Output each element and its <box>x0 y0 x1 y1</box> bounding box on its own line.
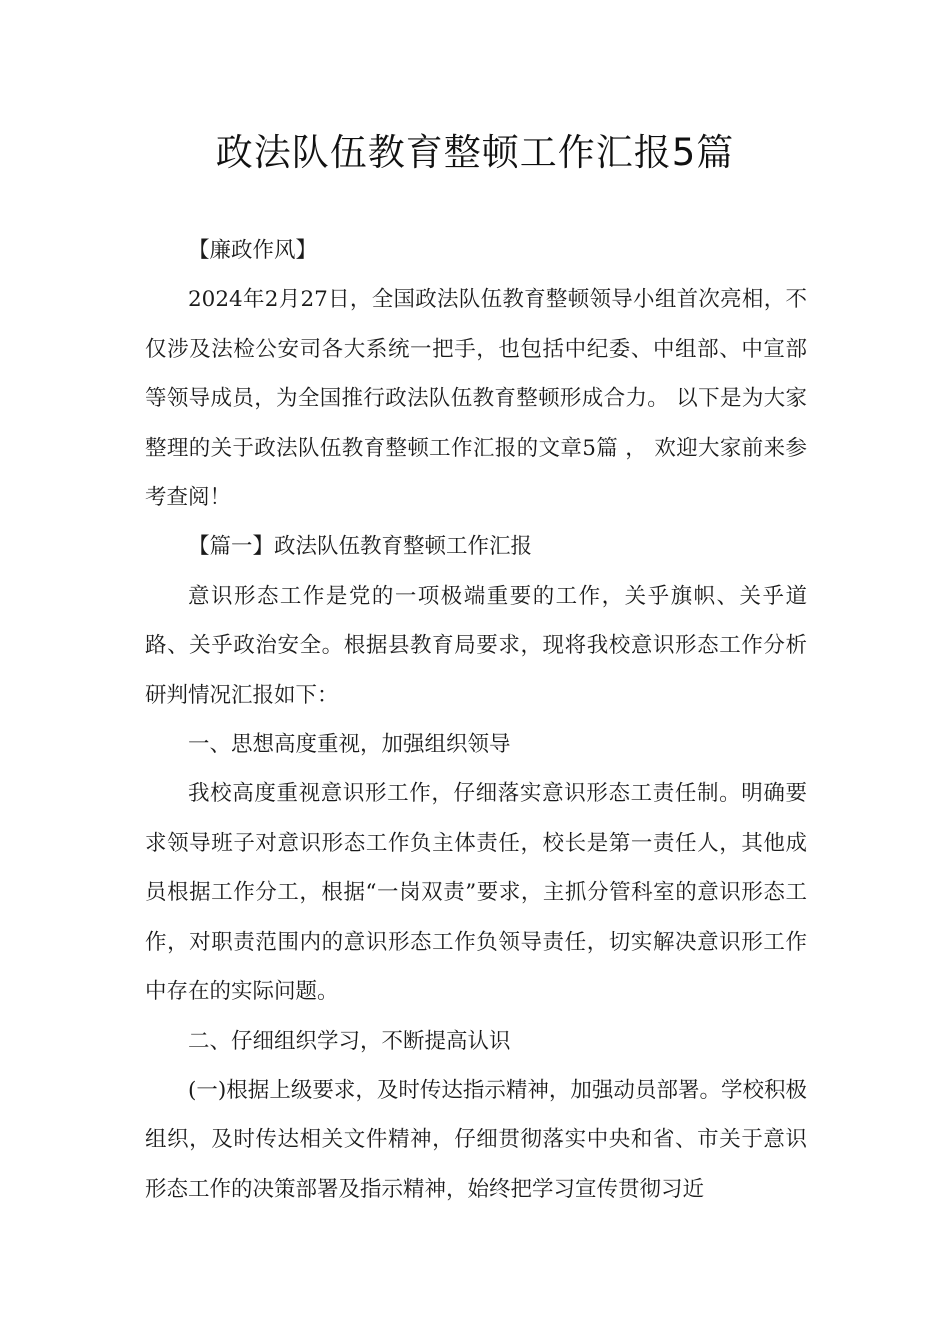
category-tag: 【廉政作风】 <box>188 238 318 263</box>
body-paragraph: 我校高度重视意识形工作，仔细落实意识形态工责任制。明确要求领导班子对意识形态工作负主体责任，校长是第一责任人，其他成员根据工作分工，根据“一岗双责”要求，主抓分管科室的意识形态工作，对职责范围内的意识形态工作负领导责任，切实解决意识形工作中存在的实际问题。 <box>145 781 807 1005</box>
section-heading: 二、仔细组织学习，不断提高认识 <box>188 1028 511 1054</box>
section-heading: 一、思想高度重视，加强组织领导 <box>188 732 511 758</box>
document-title: 政法队伍教育整顿工作汇报5篇 <box>215 131 735 174</box>
body-paragraph: 意识形态工作是党的一项极端重要的工作，关乎旗帜、关乎道路、关乎政治安全。根据县教育局要求，现将我校意识形态工作分析研判情况汇报如下： <box>145 583 807 708</box>
chapter-heading: 【篇一】政法队伍教育整顿工作汇报 <box>188 534 533 560</box>
body-paragraph: (一)根据上级要求，及时传达指示精神，加强动员部署。学校积极组织，及时传达相关文件精神，仔细贯彻落实中央和省、市关于意识形态工作的决策部署及指示精神，始终把学习宣传贯彻习近 <box>145 1077 807 1202</box>
intro-paragraph: 2024年2月27日，全国政法队伍教育整顿领导小组首次亮相，不仅涉及法检公安司各大系统一把手，也包括中纪委、中组部、中宣部等领导成员，为全国推行政法队伍教育整顿形成合力。 以下是为大家整理的关于政法队伍教育整顿工作汇报的文章5篇 ， 欢迎大家前来参考查阅！ <box>145 287 807 511</box>
document-body <box>145 226 807 1214</box>
